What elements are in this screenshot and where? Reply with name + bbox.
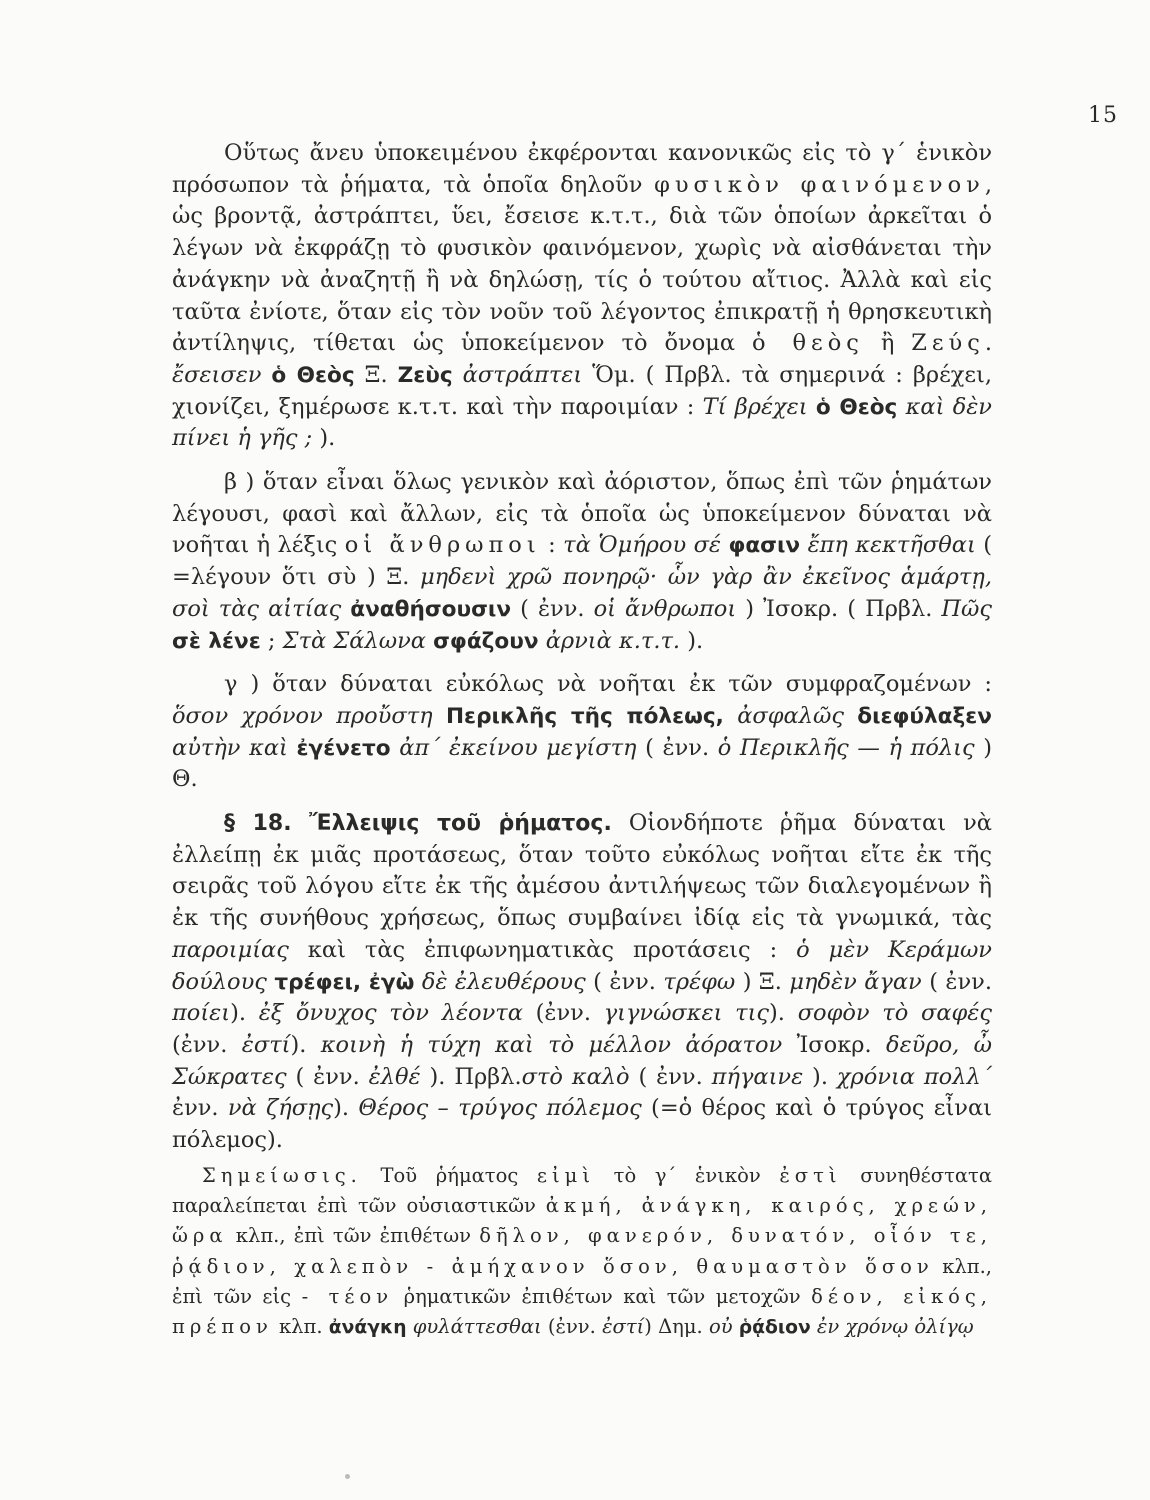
text-run: μηδενὶ χρῶ πονηρῷ· ὧν γὰρ ἂν ἐκεῖνος ἁμάρτῃ, σοὶ τὰς αἰτίας [172,564,992,622]
text-run: ὁ Περικλῆς — ἡ πόλις [717,734,975,761]
text-run: ). [769,1000,798,1027]
paragraph-intro [172,138,992,455]
text-run: ). [680,627,704,654]
text-run: ( ἐνν. [511,595,594,622]
text-run: ἀστράπτει [452,361,583,388]
text-run: ). [290,1031,321,1058]
text-run: ἐστί [602,1315,645,1339]
text-run: τρέφει, ἐγὼ [274,969,415,995]
text-run: (ἐνν. [522,1000,604,1027]
text-run: . [984,330,992,357]
text-run: ) Ξ. [735,968,790,995]
text-run: τρέφω [663,968,736,995]
text-run: ἐγένετο [296,735,391,761]
text-run: ( ἐνν. [286,1063,369,1090]
text-run: Στὰ Σάλωνα [282,627,434,654]
text-run: ἀκμή, ἀνάγκη, καιρός, χρεών, ὥρα [172,1194,992,1248]
text-run: οὐ [708,1315,739,1339]
text-run: δῆλον, φανερόν, δυνατόν, οἷόν τε, ῥᾴδιον, χαλεπὸν - ἀμήχανον ὅσον, θαυμαστὸν ὅσον [172,1224,992,1278]
text-run: ῥηματικῶν ἐπιθέτων καὶ τῶν μετοχῶν [393,1284,812,1308]
text-run: συνηθέστατα παραλείπεται ἐπὶ τῶν οὐσιαστικῶν [172,1163,992,1218]
page-speck [345,1474,350,1479]
note-body [172,1164,992,1338]
text-run: Τί βρέχει [702,393,816,420]
text-run: γιγνώσκει τις [603,1000,770,1027]
text-run: ) Ἰσοκρ. ( Πρβλ. [736,595,942,622]
text-run: ἀπ΄ ἐκείνου μεγίστη [390,734,637,761]
text-run: τὰ Ὁμήρου σέ [563,532,729,559]
page-text [172,138,992,1344]
text-run: Ζεὺς [397,362,453,388]
text-run: ὁ θεὸς [752,330,864,357]
text-run: φυλάττεσθαι [406,1315,542,1339]
text-run: ). [333,1095,359,1122]
text-run: Τοῦ ῥήματος [361,1163,537,1187]
text-run: ). [803,1063,837,1090]
text-run: οἱ ἄνθρωποι [593,595,737,622]
text-run: , ὡς βροντᾷ, ἀστράπτει, ὕει, ἔσεισε κ.τ.τ., διὰ τῶν ὁποίων ἀρκεῖται ὁ λέγων νὰ ἐκφράζῃ τὸ φυσικὸν φαινόμενον, χωρὶς νὰ αἰσθάνεται τὴν ἀνάγκην νὰ ἀναζητῇ ἢ νὰ δηλώσῃ, τίς ὁ τούτου αἴτιος. Ἀλλὰ καὶ εἰς ταῦτα ἐνίοτε, ὅταν εἰς τὸν νοῦν τοῦ λέγοντος ἐπικρατῇ ἡ θρησκευτικὴ ἀντίληψις, τίθεται ὡς ὑποκείμενον τὸ ὄνομα [172,171,992,357]
text-run: ὁ Θεὸς [815,394,898,420]
text-run: ἐστὶ [779,1163,842,1187]
text-run: ). Πρβλ. [420,1063,522,1090]
text-run: ἢ [863,330,912,357]
text-run: ). [230,1000,259,1027]
text-run: - τέον [301,1284,394,1308]
text-run: Θέρος – τρύγος πόλεμος [358,1095,642,1122]
text-run: ( ἐνν. [585,968,664,995]
text-run: διεφύλαξεν [857,703,992,729]
text-run: ἐνν. [172,1095,228,1122]
text-run: μηδὲν ἄγαν [789,968,922,995]
text-run: ( ἐνν. [629,1063,712,1090]
text-run: Ἰσοκρ. [782,1031,887,1058]
text-run: χρόνια πολλ΄ [836,1063,992,1090]
text-run: Ζεύς [911,330,985,357]
text-run: ( ἐνν. [636,734,718,761]
text-run: ἐστί [241,1031,291,1058]
text-run: αὐτὴν καὶ [172,734,297,761]
text-run: καὶ δὲν πίνει ἡ γῆς ; [172,393,992,452]
text-run: εἰμὶ [536,1163,595,1187]
text-run: πήγαινε [711,1063,804,1090]
text-run: οἱ ἄνθρωποι [344,532,541,559]
text-run: ῥᾴδιον [738,1317,811,1339]
text-run: ( ἐνν. [921,968,993,995]
text-run: β ) ὅταν εἶναι ὅλως γενικὸν καὶ ἀόριστον, ὅπως ἐπὶ τῶν ῥημάτων λέγουσι, φασὶ καὶ ἄλλων, εἰς τὰ ὁποῖα ὡς ὑποκείμενον δύναται νὰ νοῆται ἡ λέξις [172,469,992,559]
text-run: σοφὸν τὸ σαφές [797,1000,992,1027]
text-run: δὲ ἐλευθέρους [414,968,586,995]
text-run: φασιν [728,533,801,559]
text-run: ἐξ ὄνυχος τὸν λέοντα [258,1000,523,1027]
text-run: ἀναθήσουσιν [350,596,512,622]
text-run: τὸ γ΄ ἑνικὸν [595,1163,780,1187]
text-run: κλπ. [272,1315,329,1339]
text-run: κλπ., ἐπὶ τῶν εἰς [172,1254,992,1308]
text-run: ἔπη κεκτῆσθαι [800,532,976,559]
text-run: κλπ., ἐπὶ τῶν ἐπιθέτων [227,1224,480,1248]
text-run: σὲ λένε [172,628,261,654]
section-18 [172,808,992,1157]
text-run: ἐν χρόνῳ ὀλίγῳ [810,1315,974,1339]
text-run: κοινὴ ἡ τύχη καὶ τὸ μέλλον ἀόρατον [320,1031,783,1058]
text-run: ). [319,425,336,452]
section-heading: § 18. Ἔλλειψις τοῦ ῥήματος. [224,811,612,837]
text-run: (ἐνν. [172,1031,242,1058]
page-number: 15 [1088,103,1118,128]
text-run: ( =λέγουν ὅτι σὺ ) Ξ. [172,532,993,591]
text-run: παροιμίας [172,936,289,963]
text-run: Οἱονδήποτε ῥῆμα δύναται νὰ ἐλλείπῃ ἐκ μιᾶς προτάσεως, ὅταν τοῦτο εὐκόλως νοῆται εἴτε ἐκ τῆς σειρᾶς τοῦ λόγου εἴτε ἐκ τῆς ἀμέσου ἀντιλήψεως τῶν διαλεγομένων ἢ ἐκ τῆς συνήθους χρήσεως, ὅπως συμβαίνει ἰδίᾳ εἰς τὰ γνωμικά, τὰς [172,810,992,932]
text-run: ποίει [172,1000,231,1027]
text-run: ὁ Θεὸς [271,362,355,388]
text-run: Ξ. [354,361,398,388]
text-run: σφάζουν [433,628,539,654]
text-run: στὸ καλὸ [521,1063,630,1090]
paragraph-beta [172,467,992,657]
text-run: : [540,532,564,559]
text-run: δέον, εἰκός, πρέπον [172,1284,992,1339]
text-run: Οὕτως ἄνευ ὑποκειμένου ἐκφέρονται κανονικῶς εἰς τὸ γ΄ ἑνικὸν πρόσωπον τὰ ῥήματα, τὰ ὁποῖα δηλοῦν [172,140,992,198]
paragraph-gamma [172,669,992,796]
text-run: ἔσεισεν [172,361,272,388]
text-run: νὰ ζήσῃς [227,1095,334,1122]
text-run: ) Δημ. [644,1315,709,1339]
text-run: (ἐνν. [541,1315,603,1339]
text-run: ; [260,627,283,654]
section-body [172,810,992,1153]
text-run: δεῦρο, ὦ Σώκρατες [172,1031,993,1090]
text-run: (=ὁ θέρος καὶ ὁ τρύγος εἶναι πόλεμος). [172,1095,992,1154]
text-run: φυσικὸν φαινόμενον [654,171,985,198]
text-run: ) Θ. [172,734,992,793]
text-run: γ ) ὅταν δύναται εὐκόλως νὰ νοῆται ἐκ τῶν συμφραζομένων : [224,671,992,698]
text-run: Περικλῆς τῆς πόλεως, [445,703,724,729]
text-run: ἀνάγκη [328,1317,407,1339]
text-run: ἐλθέ [368,1063,421,1090]
note-label: Σημείωσις. [202,1163,362,1187]
text-run: καὶ τὰς ἐπιφωνηματικὰς προτάσεις : [288,936,797,963]
text-run: ἀσφαλῶς [723,702,858,729]
text-run: ὅσον χρόνον προὔστη [172,702,446,729]
note-paragraph [172,1161,992,1344]
text-run: Ὅμ. ( Πρβλ. τὰ σημερινά : βρέχει, χιονίζει, ξημέρωσε κ.τ.τ. καὶ τὴν παροιμίαν : [172,361,992,420]
text-run: ὁ μὲν Κεράμων δούλους [172,936,992,995]
text-run: ἀρνιὰ κ.τ.τ. [538,627,681,654]
text-run: Πῶς [941,595,992,622]
